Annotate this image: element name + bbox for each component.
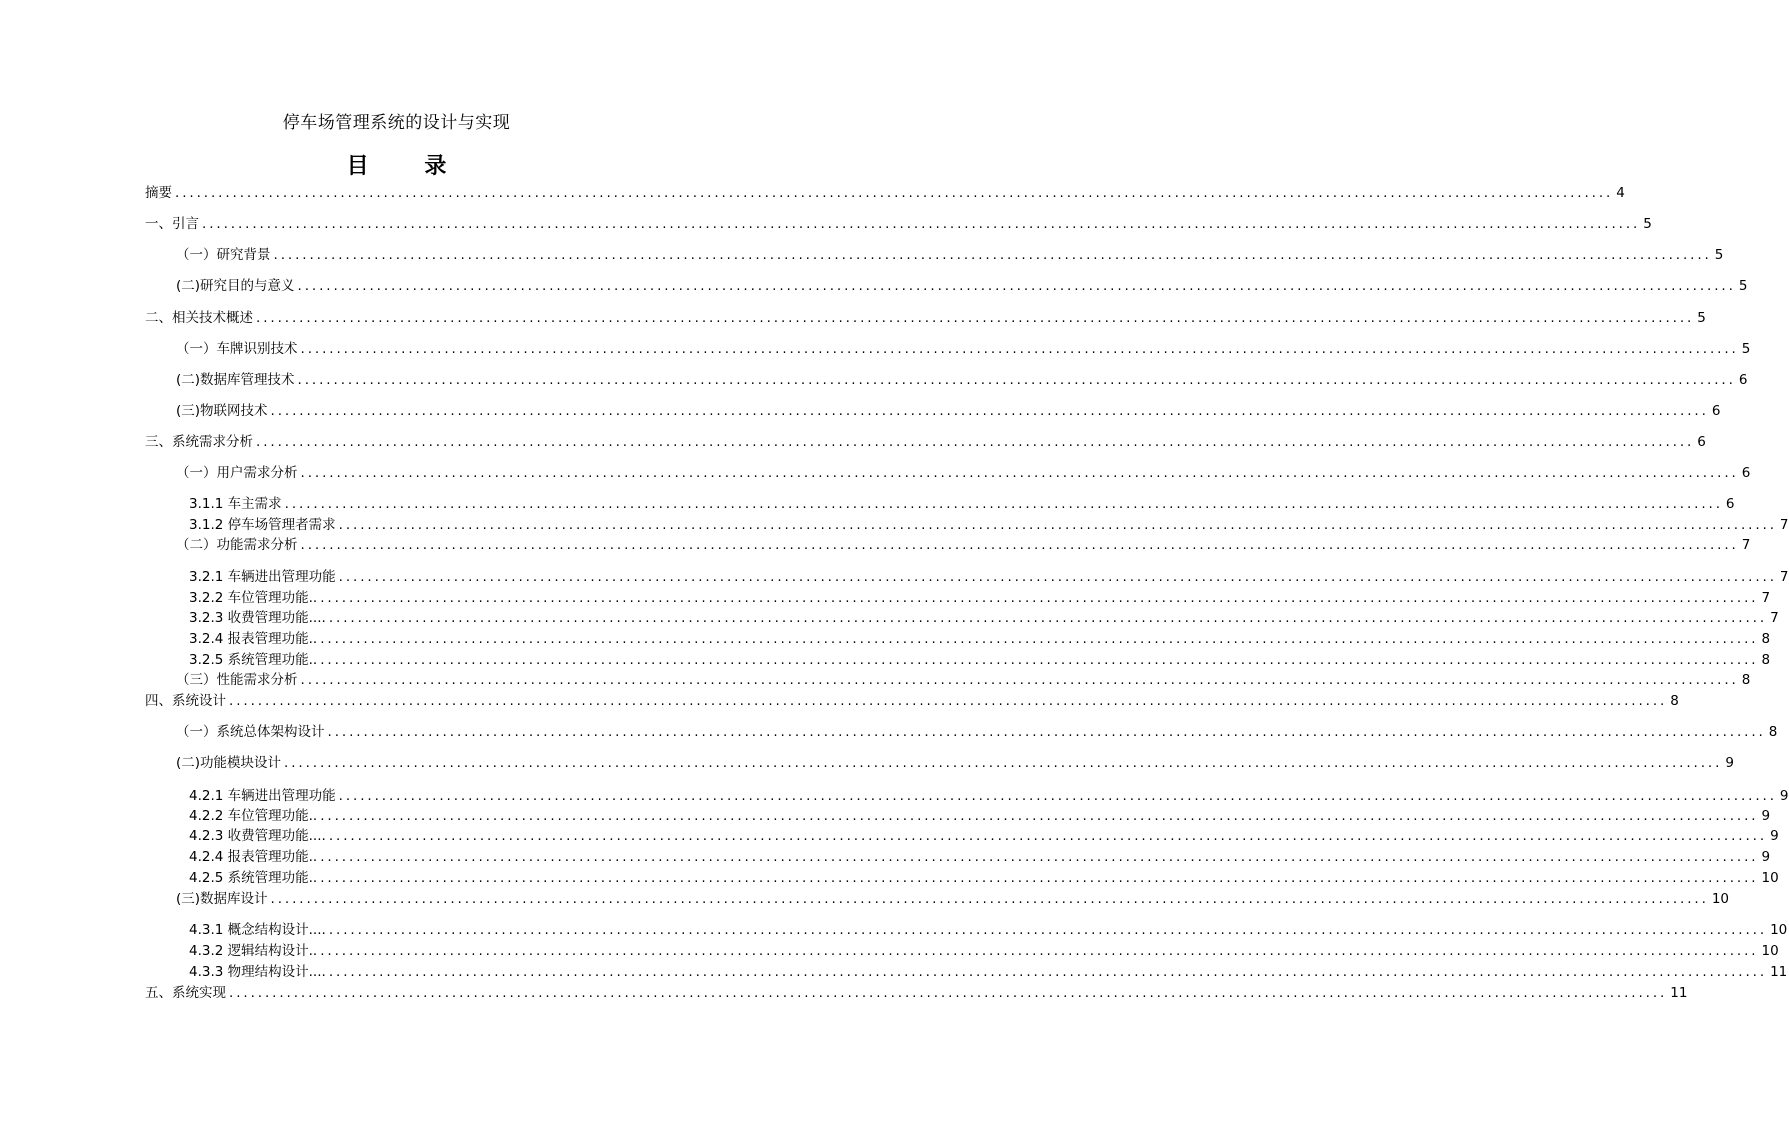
toc-leader-dots: ........................................................................................................................................................................................................	[338, 569, 1777, 585]
toc-entry-label: （一）系统总体架构设计	[176, 724, 325, 740]
toc-entry[interactable]	[176, 535, 1751, 555]
toc-leader-dots: ........................................................................................................................................................................................................	[328, 610, 1768, 626]
toc-entry[interactable]	[189, 806, 1771, 826]
toc-leader-dots: ........................................................................................................................................................................................................	[297, 278, 1736, 294]
toc-heading: 目 录	[346, 154, 471, 179]
toc-entry[interactable]	[189, 588, 1771, 608]
toc-entry-label: (二)功能模块设计	[176, 755, 282, 771]
toc-entry-label: 五、系统实现	[145, 985, 226, 1001]
toc-leader-dots: ........................................................................................................................................................................................................	[175, 185, 1614, 201]
toc-entry-page-number: 10	[1761, 870, 1779, 886]
toc-leader-dots: ........................................................................................................................................................................................................	[320, 652, 1759, 668]
toc-leader-dots: ........................................................................................................................................................................................................	[300, 465, 1739, 481]
toc-entry-page-number: 5	[1741, 341, 1751, 357]
toc-entry-label: 4.3.2 逻辑结构设计..	[189, 943, 318, 959]
toc-entry[interactable]	[189, 868, 1779, 888]
toc-leader-dots: ........................................................................................................................................................................................................	[273, 247, 1712, 263]
toc-leader-dots: ........................................................................................................................................................................................................	[300, 341, 1739, 357]
toc-entry-page-number: 11	[1670, 985, 1688, 1001]
toc-entry-label: 4.3.1 概念结构设计....	[189, 922, 326, 938]
toc-entry-label: （三）性能需求分析	[176, 672, 298, 688]
toc-entry-label: 4.2.2 车位管理功能..	[189, 808, 318, 824]
toc-entry[interactable]	[189, 515, 1789, 535]
toc-entry[interactable]	[189, 962, 1788, 982]
toc-entry-label: 3.1.2 停车场管理者需求	[189, 517, 336, 533]
toc-entry-page-number: 6	[1697, 434, 1706, 450]
toc-entry-label: 四、系统设计	[145, 693, 226, 709]
toc-leader-dots: ........................................................................................................................................................................................................	[328, 964, 1768, 980]
toc-leader-dots: ........................................................................................................................................................................................................	[328, 922, 1768, 938]
toc-entry[interactable]	[176, 276, 1748, 296]
toc-entry-page-number: 10	[1711, 891, 1729, 907]
toc-entry-page-number: 6	[1738, 372, 1748, 388]
toc-entry[interactable]	[189, 847, 1771, 867]
toc-leader-dots: ........................................................................................................................................................................................................	[202, 216, 1641, 232]
toc-entry-page-number: 5	[1738, 278, 1748, 294]
toc-entry-label: （二）功能需求分析	[176, 537, 298, 553]
toc-entry[interactable]	[189, 629, 1771, 649]
toc-entry[interactable]	[176, 370, 1748, 390]
toc-entry-page-number: 6	[1725, 496, 1735, 512]
toc-entry-label: （一）研究背景	[176, 247, 271, 263]
toc-entry-label: （一）用户需求分析	[176, 465, 298, 481]
toc-entry-label: (二)研究目的与意义	[176, 278, 295, 294]
toc-entry[interactable]	[145, 308, 1706, 328]
toc-entry-page-number: 5	[1714, 247, 1724, 263]
toc-leader-dots: ........................................................................................................................................................................................................	[284, 496, 1723, 512]
toc-leader-dots: ........................................................................................................................................................................................................	[320, 849, 1759, 865]
toc-entry[interactable]	[176, 245, 1724, 265]
toc-entry-label: 4.2.5 系统管理功能..	[189, 870, 318, 886]
toc-entry-page-number: 10	[1770, 922, 1788, 938]
toc-leader-dots: ........................................................................................................................................................................................................	[256, 310, 1695, 326]
toc-entry[interactable]	[176, 401, 1721, 421]
toc-entry[interactable]	[176, 463, 1751, 483]
toc-entry-page-number: 5	[1697, 310, 1706, 326]
toc-leader-dots: ........................................................................................................................................................................................................	[328, 828, 1768, 844]
toc-entry-label: 一、引言	[145, 216, 199, 232]
toc-leader-dots: ........................................................................................................................................................................................................	[320, 870, 1759, 886]
toc-leader-dots: ........................................................................................................................................................................................................	[300, 672, 1739, 688]
toc-entry[interactable]	[176, 753, 1734, 773]
toc-entry-label: 摘要	[145, 185, 172, 201]
toc-leader-dots: ........................................................................................................................................................................................................	[256, 434, 1695, 450]
toc-entry-page-number: 7	[1770, 610, 1779, 626]
toc-entry-page-number: 7	[1761, 590, 1771, 606]
toc-entry[interactable]	[189, 608, 1779, 628]
toc-entry-label: 4.2.1 车辆进出管理功能	[189, 788, 336, 804]
toc-entry-page-number: 11	[1770, 964, 1788, 980]
toc-entry-label: 3.2.1 车辆进出管理功能	[189, 569, 336, 585]
toc-entry-label: （一）车牌识别技术	[176, 341, 298, 357]
toc-leader-dots: ........................................................................................................................................................................................................	[320, 590, 1759, 606]
toc-entry[interactable]	[176, 670, 1751, 690]
toc-entry-label: 二、相关技术概述	[145, 310, 253, 326]
toc-entry-label: 3.2.4 报表管理功能..	[189, 631, 318, 647]
toc-entry-label: 3.2.5 系统管理功能..	[189, 652, 318, 668]
toc-entry-label: 3.2.2 车位管理功能..	[189, 590, 318, 606]
toc-entry-page-number: 8	[1741, 672, 1751, 688]
document-title: 停车场管理系统的设计与实现	[282, 113, 511, 133]
toc-entry-label: (三)数据库设计	[176, 891, 268, 907]
toc-leader-dots: ........................................................................................................................................................................................................	[320, 808, 1759, 824]
toc-entry[interactable]	[176, 889, 1729, 909]
toc-entry-page-number: 8	[1768, 724, 1778, 740]
toc-entry-page-number: 5	[1643, 216, 1652, 232]
toc-entry-label: 3.1.1 车主需求	[189, 496, 282, 512]
toc-leader-dots: ........................................................................................................................................................................................................	[327, 724, 1766, 740]
toc-leader-dots: ........................................................................................................................................................................................................	[270, 891, 1709, 907]
toc-entry-label: (三)物联网技术	[176, 403, 268, 419]
toc-entry[interactable]	[189, 786, 1789, 806]
toc-entry[interactable]	[189, 567, 1789, 587]
toc-entry-label: 三、系统需求分析	[145, 434, 253, 450]
toc-entry[interactable]	[189, 826, 1779, 846]
toc-entry-page-number: 9	[1761, 849, 1771, 865]
toc-entry[interactable]	[176, 339, 1751, 359]
toc-entry[interactable]	[145, 691, 1679, 711]
toc-leader-dots: ........................................................................................................................................................................................................	[270, 403, 1709, 419]
toc-leader-dots: ........................................................................................................................................................................................................	[338, 788, 1777, 804]
toc-entry-page-number: 6	[1711, 403, 1721, 419]
toc-leader-dots: ........................................................................................................................................................................................................	[300, 537, 1739, 553]
toc-entry[interactable]	[145, 983, 1688, 1003]
toc-entry[interactable]	[145, 432, 1706, 452]
toc-entry-page-number: 8	[1761, 631, 1771, 647]
toc-entry[interactable]	[145, 214, 1652, 234]
toc-entry-page-number: 10	[1761, 943, 1779, 959]
toc-entry[interactable]	[189, 650, 1771, 670]
toc-leader-dots: ........................................................................................................................................................................................................	[320, 631, 1759, 647]
toc-leader-dots: ........................................................................................................................................................................................................	[229, 985, 1668, 1001]
toc-entry-page-number: 8	[1761, 652, 1771, 668]
toc-entry-label: (二)数据库管理技术	[176, 372, 295, 388]
toc-entry-label: 4.3.3 物理结构设计....	[189, 964, 326, 980]
toc-entry-page-number: 9	[1779, 788, 1789, 804]
toc-leader-dots: ........................................................................................................................................................................................................	[297, 372, 1736, 388]
toc-entry-page-number: 4	[1616, 185, 1625, 201]
toc-entry-page-number: 9	[1725, 755, 1734, 771]
toc-leader-dots: ........................................................................................................................................................................................................	[284, 755, 1723, 771]
toc-entry-page-number: 8	[1670, 693, 1679, 709]
toc-entry[interactable]	[176, 722, 1778, 742]
toc-entry-page-number: 9	[1761, 808, 1771, 824]
toc-entry[interactable]	[189, 941, 1779, 961]
toc-entry[interactable]	[189, 920, 1788, 940]
toc-entry-label: 4.2.4 报表管理功能..	[189, 849, 318, 865]
toc-leader-dots: ........................................................................................................................................................................................................	[338, 517, 1777, 533]
toc-entry-page-number: 9	[1770, 828, 1779, 844]
toc-entry-page-number: 7	[1779, 517, 1789, 533]
toc-leader-dots: ........................................................................................................................................................................................................	[320, 943, 1759, 959]
toc-entry[interactable]	[145, 183, 1625, 203]
toc-entry-page-number: 6	[1741, 465, 1751, 481]
toc-entry-label: 3.2.3 收费管理功能....	[189, 610, 326, 626]
toc-entry-label: 4.2.3 收费管理功能....	[189, 828, 326, 844]
toc-leader-dots: ........................................................................................................................................................................................................	[229, 693, 1668, 709]
toc-entry[interactable]	[189, 494, 1735, 514]
toc-entry-page-number: 7	[1779, 569, 1789, 585]
toc-entry-page-number: 7	[1741, 537, 1751, 553]
